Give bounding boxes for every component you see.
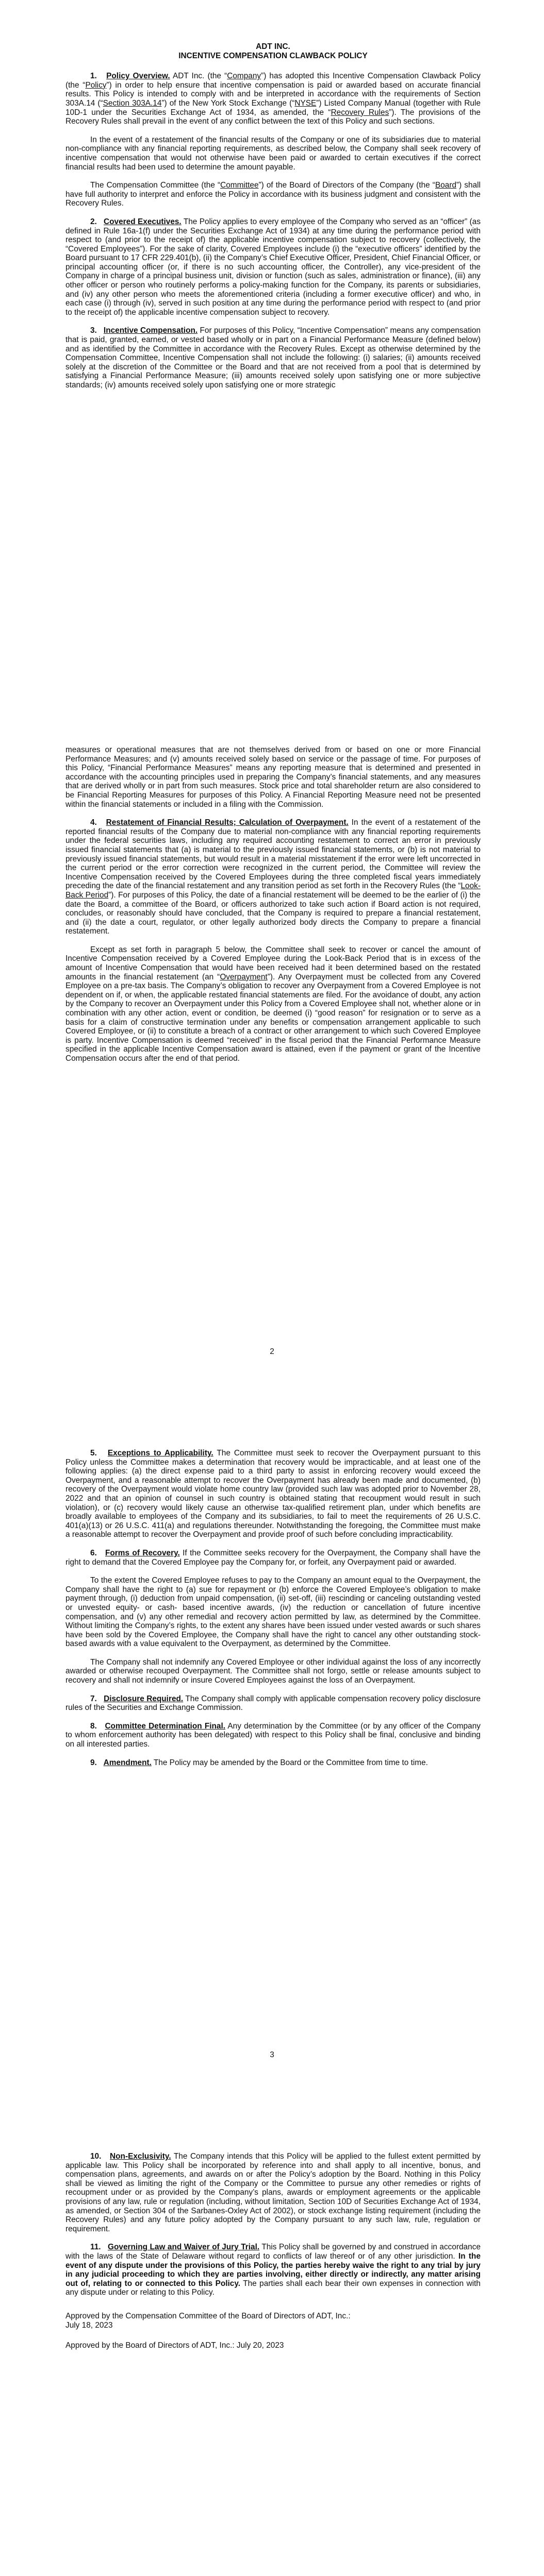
section-number: 7. (90, 1694, 97, 1703)
section-number: 6. (90, 1548, 97, 1557)
indemnification-paragraph: The Company shall not indemnify any Covered Employee or other individual against the loss of any incorrectly awarded or otherwise recouped Overpayment. The Committee shall not forgo, settle or release amounts subject to recovery and shall not indemnify or insure Covered Employees against the loss of an Overpayment. (65, 1657, 481, 1685)
section-number: 1. (90, 72, 97, 81)
text: ”) in order to help ensure that incentive compensation is paid or awarded based on accurate financial results. This Policy is intended to comply with and be interpreted in accordance with the requirements of Section 303A.14 (“ (65, 80, 481, 108)
section-10-non-exclusivity (65, 2152, 481, 2233)
section-heading: Incentive Compensation. (103, 326, 198, 335)
defined-term: Policy (85, 80, 107, 90)
text: The parties shall each bear their own expenses in connection with any dispute under or relating to this Policy. (65, 2279, 481, 2297)
page-3 (0, 1406, 544, 2110)
defined-term: Section 303A.14 (103, 98, 162, 108)
text: ”). The provisions of the Recovery Rules shall prevail in the event of any conflict between the text of this Policy and such sections. (65, 108, 481, 126)
refusal-paragraph: To the extent the Covered Employee refuses to pay to the Company an amount equal to the Overpayment, the Company shall have the right to (a) sue for repayment or (b) enforce the Covered Employee’s obligation to make payment through, (i) deduction from unpaid compensation, (ii) set-off, (iii) rescinding or canceling outstanding vested or unvested equity- or cash- based incentive awards, (iv) the reduction or cancellation of future incentive compensation, and (v) any other remedial and recovery action permitted by law, as determined by the Committee. Without limiting the Company’s rights, to the extent any shares have been issued under vested awards or such shares have been sold by the Covered Employee, the Company shall have the right to cancel any other outstanding stock-based awards with a value equivalent to the Overpayment, as determined by the Committee. (65, 1576, 481, 1649)
section-number: 8. (90, 1721, 97, 1731)
section-heading: Disclosure Required. (104, 1694, 184, 1703)
section-heading: Covered Executives. (104, 217, 182, 226)
text: The Policy may be amended by the Board or the Committee from time to time. (151, 1758, 428, 1767)
text: ”) of the Board of Directors of the Company (the “ (258, 181, 435, 190)
text: In the event of a restatement of the reported financial results of the Company due to material non-compliance with any financial reporting requirements under the federal securities laws, including any required accounting restatement to correct an error in previously issued financial statements that (a) is material to the previously issued financial statements, or (b) is not material to previously issued financial statements, but would result in a material misstatement if the error were left uncorrected in the current period or the error correction were recognized in the current period, the Committee will review the Incentive Compensation received by the Covered Employees during the three completed fiscal years immediately preceding the date of the financial restatement and any transition period as set forth in the Recovery Rules (the “ (65, 818, 481, 891)
text: ”) of the New York Stock Exchange (“ (161, 98, 295, 108)
restatement-paragraph: In the event of a restatement of the financial results of the Company or one of its subsidiaries due to material non-compliance with any financial reporting requirements, as described below, the Company shall seek recovery of incentive compensation that would not otherwise have been paid or awarded to certain executives if the correct financial results had been used to determine the amount payable. (65, 135, 481, 172)
text: The Company shall comply with applicable compensation recovery policy disclosure rules of the Securities and Exchange Commission. (65, 1694, 481, 1713)
section-heading: Committee Determination Final. (105, 1721, 226, 1731)
section-number: 3. (90, 326, 97, 335)
text: If the Committee seeks recovery for the Overpayment, the Company shall have the right to demand that the Covered Employee pay the Company for, or forfeit, any Overpayment paid or awarded. (65, 1548, 481, 1567)
jury-waiver-text: In the event of any dispute under the provisions of this Policy, the parties hereby waive the right to any trial by jury in any judicial proceeding to which they are parties involving, either directly or indirectly, any matter arising out of, relating to or connected to this Policy. (65, 2251, 481, 2288)
section-5-exceptions (65, 1449, 481, 1539)
section-11-governing-law (65, 2243, 481, 2297)
section-heading: Non-Exclusivity. (110, 2152, 171, 2161)
text: For purposes of this Policy, “Incentive Compensation” means any compensation that is paid, granted, earned, or vested based wholly or in part on a Financial Performance Measure (defined below) and as identified by the Committee in accordance with the Recovery Rules. Except as otherwise determined by the Compensation Committee, Incentive Compensation shall not include the following: (i) salaries; (ii) amounts received solely at the discretion of the Committee or the Board and that are not received from a pool that is determined by satisfying a Financial Performance Measure; (iii) amounts received solely upon satisfying one or more subjective standards; (iv) amounts received solely upon satisfying one or more strategic (65, 326, 481, 389)
defined-term: Company (227, 72, 261, 81)
page-number: 3 (270, 2050, 274, 2059)
page-3-content (65, 1449, 481, 1776)
page-1 (0, 0, 544, 703)
section-heading: Exceptions to Applicability. (107, 1449, 213, 1458)
section-6-forms-of-recovery (65, 1549, 481, 1567)
section-number: 11. (90, 2243, 101, 2252)
text: ADT Inc. (the “ (170, 72, 227, 81)
defined-term: Recovery Rules (331, 108, 389, 117)
section-number: 10. (90, 2152, 102, 2161)
defined-term: Look-Back Period (65, 882, 481, 900)
page-4 (0, 2110, 544, 2576)
text: This Policy shall be governed by and construed in accordance with the laws of the State of Delaware without regard to conflicts of law thereof or of any other jurisdiction. (65, 2243, 481, 2261)
text: ”) Listed Company Manual (together with Rule 10D-1 under the Securities Exchange Act of 1934, as amended, the “ (65, 98, 481, 117)
section-number: 2. (90, 217, 97, 226)
section-heading: Amendment. (103, 1758, 152, 1767)
section-number: 4. (90, 818, 97, 827)
section-3-continued: measures or operational measures that are not themselves derived from or based on one or more Financial Performance Measures; and (v) amounts received solely based on service or the passage of time. For purposes of this Policy, “Financial Performance Measures” means any reporting measure that is determined and presented in accordance with the accounting principles used in preparing the Company’s financial statements, and any measures that are derived wholly or in part from such measures. Stock price and total shareholder return are also considered to be Financial Reporting Measures for purposes of this Policy. A Financial Reporting Measure need not be presented within the financial statements or included in a filing with the Commission. (65, 745, 481, 809)
page-4-content (65, 2152, 481, 2350)
text: Except as set forth in paragraph 5 below, the Committee shall seek to recover or cancel the amount of Incentive Compensation received by a Covered Employee during the Look-Back Period that is in excess of the amount of Incentive Compensation that would have been received had it been determined based on the restated amounts in the financial restatement (an “ (65, 945, 481, 981)
defined-term: Overpayment (220, 972, 268, 981)
section-heading: Policy Overview. (106, 72, 170, 81)
text: Any determination by the Committee (or by any officer of the Company to whom enforcement authority has been delegated) with respect to this Policy shall be final, conclusive and binding on all interested parties. (65, 1721, 481, 1749)
page-number: 2 (270, 1347, 274, 1356)
text: ”) shall have full authority to interpret and enforce the Policy in accordance with its business judgment and consistent with the Recovery Rules. (65, 181, 481, 208)
overpayment-paragraph (65, 945, 481, 1063)
section-4-restatement (65, 818, 481, 936)
section-number: 9. (90, 1758, 97, 1767)
text: The Compensation Committee (the “ (90, 181, 221, 190)
section-heading: Forms of Recovery. (105, 1548, 180, 1557)
defined-term: Committee (220, 181, 259, 190)
text: The Policy applies to every employee of the Company who served as an “officer” (as defined in Rule 16a-1(f) under the Securities Exchange Act of 1934) at any time during the performance period with respect to (and prior to the receipt of) the applicable incentive compensation subject to recovery (collectively, the “Covered Employees”). For the sake of clarity, Covered Employees include (i) the “executive officers” identified by the Board pursuant to 17 CFR 229.401(b), (ii) the Company’s Chief Executive Officer, President, Chief Financial Officer, or principal accounting officer (or, if there is no such accounting officer, the Controller), any vice-president of the Company in charge of a principal business unit, division or function (such as sales, administration or finance), (iii) any other officer or person who routinely performs a policy-making function for the Company, its parents or subsidiaries, and (iv) any other person who meets the aforementioned criteria (including a former executive officer) and who, in each case (i) through (iv), served in such position at any time during the performance period with respect to (and prior to the receipt of) the applicable incentive compensation subject to recovery. (65, 217, 481, 317)
section-7-disclosure (65, 1694, 481, 1713)
section-heading: Restatement of Financial Results; Calculation of Overpayment. (106, 818, 349, 827)
defined-term: NYSE (294, 98, 317, 108)
page-2 (0, 703, 544, 1406)
document-header (65, 42, 481, 60)
board-approval: Approved by the Board of Directors of ADT, Inc.: July 20, 2023 (65, 2341, 284, 2350)
section-2-covered-executives (65, 217, 481, 317)
text: The Company intends that this Policy will be applied to the fullest extent permitted by applicable law. This Policy shall be incorporated by reference into and shall apply to all incentive, bonus, and compensation plans, agreements, and awards on or after the Policy’s adoption by the Board. Nothing in this Policy shall be viewed as limiting the right of the Company or the Committee to pursue any other remedies or rights of recoupment under or as provided by the Company’s plans, awards or employment agreements or the applicable provisions of any law, rule or regulation (including, without limitation, Section 10D of Securities Exchange Act of 1934, as amended, or Section 304 of the Sarbanes-Oxley Act of 2002), or stock exchange listing requirement (including the Recovery Rules) and any future policy adopted by the Company pursuant to any such law, rule, regulation or requirement. (65, 2152, 481, 2233)
document-title: INCENTIVE COMPENSATION CLAWBACK POLICY (178, 51, 368, 60)
text: The Committee must seek to recover the Overpayment pursuant to this Policy unless the Committee makes a determination that recovery would be impracticable, and at least one of the following applies: (a) the direct expense paid to a third party to assist in enforcing recovery would exceed the Overpayment, and a reasonable attempt to recover the Overpayment has already been made and documented, (b) recovery of the Overpayment would violate home country law (provided such law was adopted prior to November 28, 2022 and that an opinion of counsel in such country is obtained stating that recoupment would result in such violation), or (c) recovery would likely cause an otherwise tax-qualified retirement plan, under which benefits are broadly available to employees of the Company and its subsidiaries, to fail to meet the requirements of 26 U.S.C. 401(a)(13) or 26 U.S.C. 411(a) and regulations thereunder. Notwithstanding the foregoing, the Committee must make a reasonable attempt to recover the Overpayment and provide proof of such before concluding impracticability. (65, 1449, 481, 1539)
page-2-content (65, 745, 481, 1073)
page-1-content (65, 42, 481, 399)
committee-paragraph (65, 181, 481, 208)
committee-approval: Approved by the Compensation Committee of the Board of Directors of ADT, Inc.: (65, 2311, 351, 2320)
committee-approval-date: July 18, 2023 (65, 2320, 113, 2330)
section-9-amendment (65, 1758, 481, 1768)
section-number: 5. (90, 1449, 97, 1458)
text: ”). Any Overpayment must be collected from any Covered Employee on a pre-tax basis. The Company’s obligation to recover any Overpayment from a Covered Employee is not dependent on if, or when, the applicable restated financial statements are filed. For the avoidance of doubt, any action by the Company to recover an Overpayment under this Policy from a Covered Employee shall not, whether alone or in combination with any other action, event or condition, be deemed (i) “good reason” for resignation or to serve as a basis for a claim of constructive termination under any benefits or compensation arrangement applicable to such Covered Employee, or (ii) to constitute a breach of a contract or other arrangement to which such Covered Employee is party. Incentive Compensation is deemed “received” in the fiscal period that the Financial Performance Measure specified in the applicable Incentive Compensation award is attained, even if the payment or grant of the Incentive Compensation occurs after the end of that period. (65, 972, 481, 1063)
company-name: ADT INC. (256, 42, 290, 51)
text: ”). For purposes of this Policy, the date of a financial restatement will be deemed to be the earlier of (i) the date the Board, a committee of the Board, or officers authorized to take such action if Board action is not required, concludes, or reasonably should have concluded, that the Company is required to prepare a financial restatement, and (ii) the date a court, regulator, or other legally authorized body directs the Company to prepare a financial restatement. (65, 890, 481, 936)
section-heading: Governing Law and Waiver of Jury Trial. (108, 2243, 260, 2252)
defined-term: Board (435, 181, 457, 190)
text: ”) has adopted this Incentive Compensation Clawback Policy (the “ (65, 72, 481, 90)
section-3-incentive-compensation (65, 326, 481, 389)
section-8-determination (65, 1722, 481, 1749)
section-1-policy-overview (65, 72, 481, 126)
